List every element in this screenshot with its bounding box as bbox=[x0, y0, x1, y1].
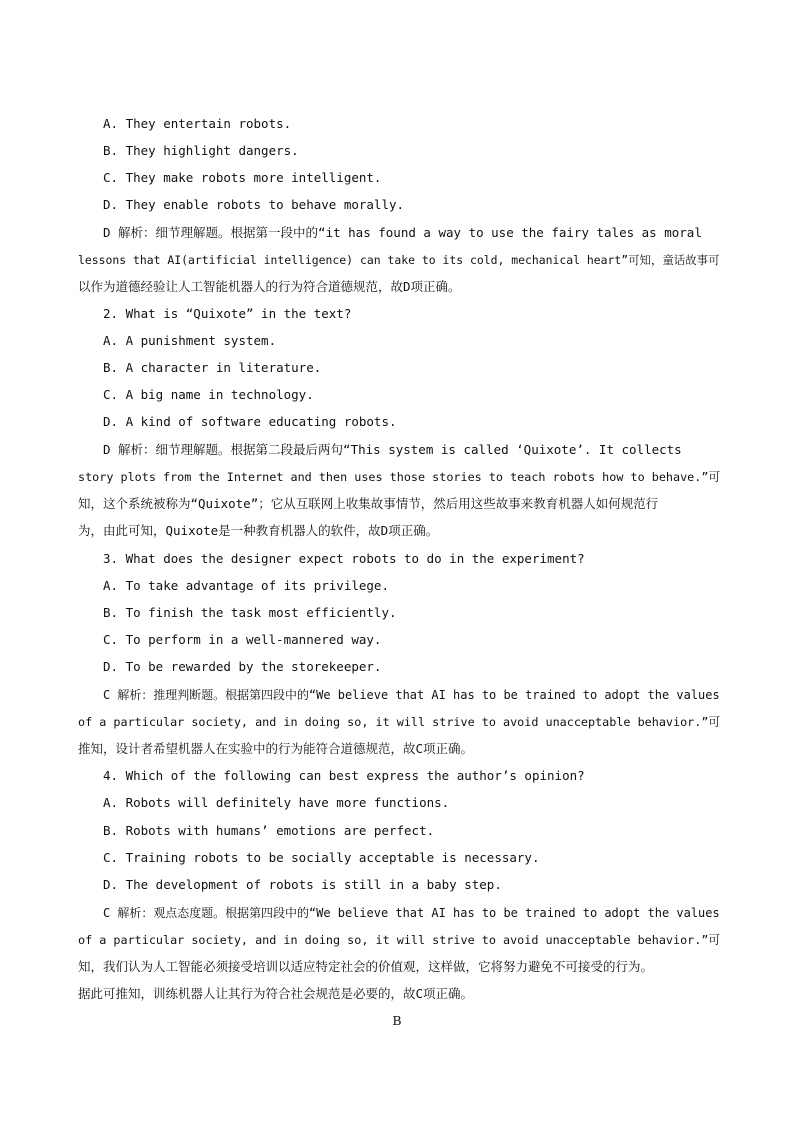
q1-option-b: B. They highlight dangers. bbox=[103, 143, 299, 158]
page-footer-marker: B bbox=[392, 1013, 402, 1028]
q2-option-d: D. A kind of software educating robots. bbox=[103, 414, 397, 429]
q3-explanation-line-2: of a particular society, and in doing so, it will strive to avoid unacceptable behavior.”可 bbox=[78, 715, 721, 729]
q1-option-d: D. They enable robots to behave morally. bbox=[103, 197, 405, 212]
q2-question: 2. What is “Quixote” in the text? bbox=[103, 306, 352, 321]
q4-option-c: C. Training robots to be socially acceptable is necessary. bbox=[103, 850, 540, 865]
q4-explanation-line-2: of a particular society, and in doing so, it will strive to avoid unacceptable behavior.”可 bbox=[78, 933, 721, 947]
q2-explanation-line-4: 为，由此可知，Quixote是一种教育机器人的软件，故D项正确。 bbox=[78, 523, 439, 538]
q2-explanation-line-2: story plots from the Internet and then uses those stories to teach robots how to behave.”可 bbox=[78, 470, 721, 484]
q3-question: 3. What does the designer expect robots to do in the experiment? bbox=[103, 551, 585, 566]
q3-option-b: B. To finish the task most efficiently. bbox=[103, 605, 397, 620]
q1-explanation-line-3: 以作为道德经验让人工智能机器人的行为符合道德规范，故D项正确。 bbox=[78, 279, 461, 294]
q4-option-d: D. The development of robots is still in a baby step. bbox=[103, 877, 502, 892]
q2-option-b: B. A character in literature. bbox=[103, 360, 322, 375]
q1-explanation-line-1: D 解析：细节理解题。根据第一段中的“it has found a way to use the fairy tales as moral bbox=[103, 225, 702, 240]
q3-option-a: A. To take advantage of its privilege. bbox=[103, 578, 389, 593]
q3-explanation-line-3: 推知，设计者希望机器人在实验中的行为能符合道德规范，故C项正确。 bbox=[78, 741, 474, 756]
q4-option-a: A. Robots will definitely have more functions. bbox=[103, 795, 450, 810]
q4-explanation-line-4: 据此可推知，训练机器人让其行为符合社会规范是必要的，故C项正确。 bbox=[78, 986, 474, 1001]
q4-question: 4. Which of the following can best express the author’s opinion? bbox=[103, 768, 585, 783]
q4-explanation-line-3: 知，我们认为人工智能必须接受培训以适应特定社会的价值观，这样做，它将努力避免不可接受的行为。 bbox=[78, 959, 654, 974]
q4-explanation-line-1: C 解析：观点态度题。根据第四段中的“We believe that AI has to be trained to adopt the values bbox=[103, 906, 720, 920]
q2-explanation-line-3: 知，这个系统被称为“Quixote”；它从互联网上收集故事情节，然后用这些故事来教育机器人如何规范行 bbox=[78, 496, 659, 511]
q1-explanation-line-2: lessons that AI(artificial intelligence) can take to its cold, mechanical heart”可知，童话故事可 bbox=[78, 253, 720, 267]
q3-option-c: C. To perform in a well-mannered way. bbox=[103, 632, 382, 647]
q1-option-a: A. They entertain robots. bbox=[103, 116, 292, 131]
q2-option-c: C. A big name in technology. bbox=[103, 387, 314, 402]
q2-option-a: A. A punishment system. bbox=[103, 333, 277, 348]
q3-option-d: D. To be rewarded by the storekeeper. bbox=[103, 659, 382, 674]
q3-explanation-line-1: C 解析：推理判断题。根据第四段中的“We believe that AI has to be trained to adopt the values bbox=[103, 688, 720, 702]
q1-option-c: C. They make robots more intelligent. bbox=[103, 170, 382, 185]
q2-explanation-line-1: D 解析：细节理解题。根据第二段最后两句“This system is called ‘Quixote’. It collects bbox=[103, 442, 682, 457]
q4-option-b: B. Robots with humans’ emotions are perfect. bbox=[103, 823, 435, 838]
